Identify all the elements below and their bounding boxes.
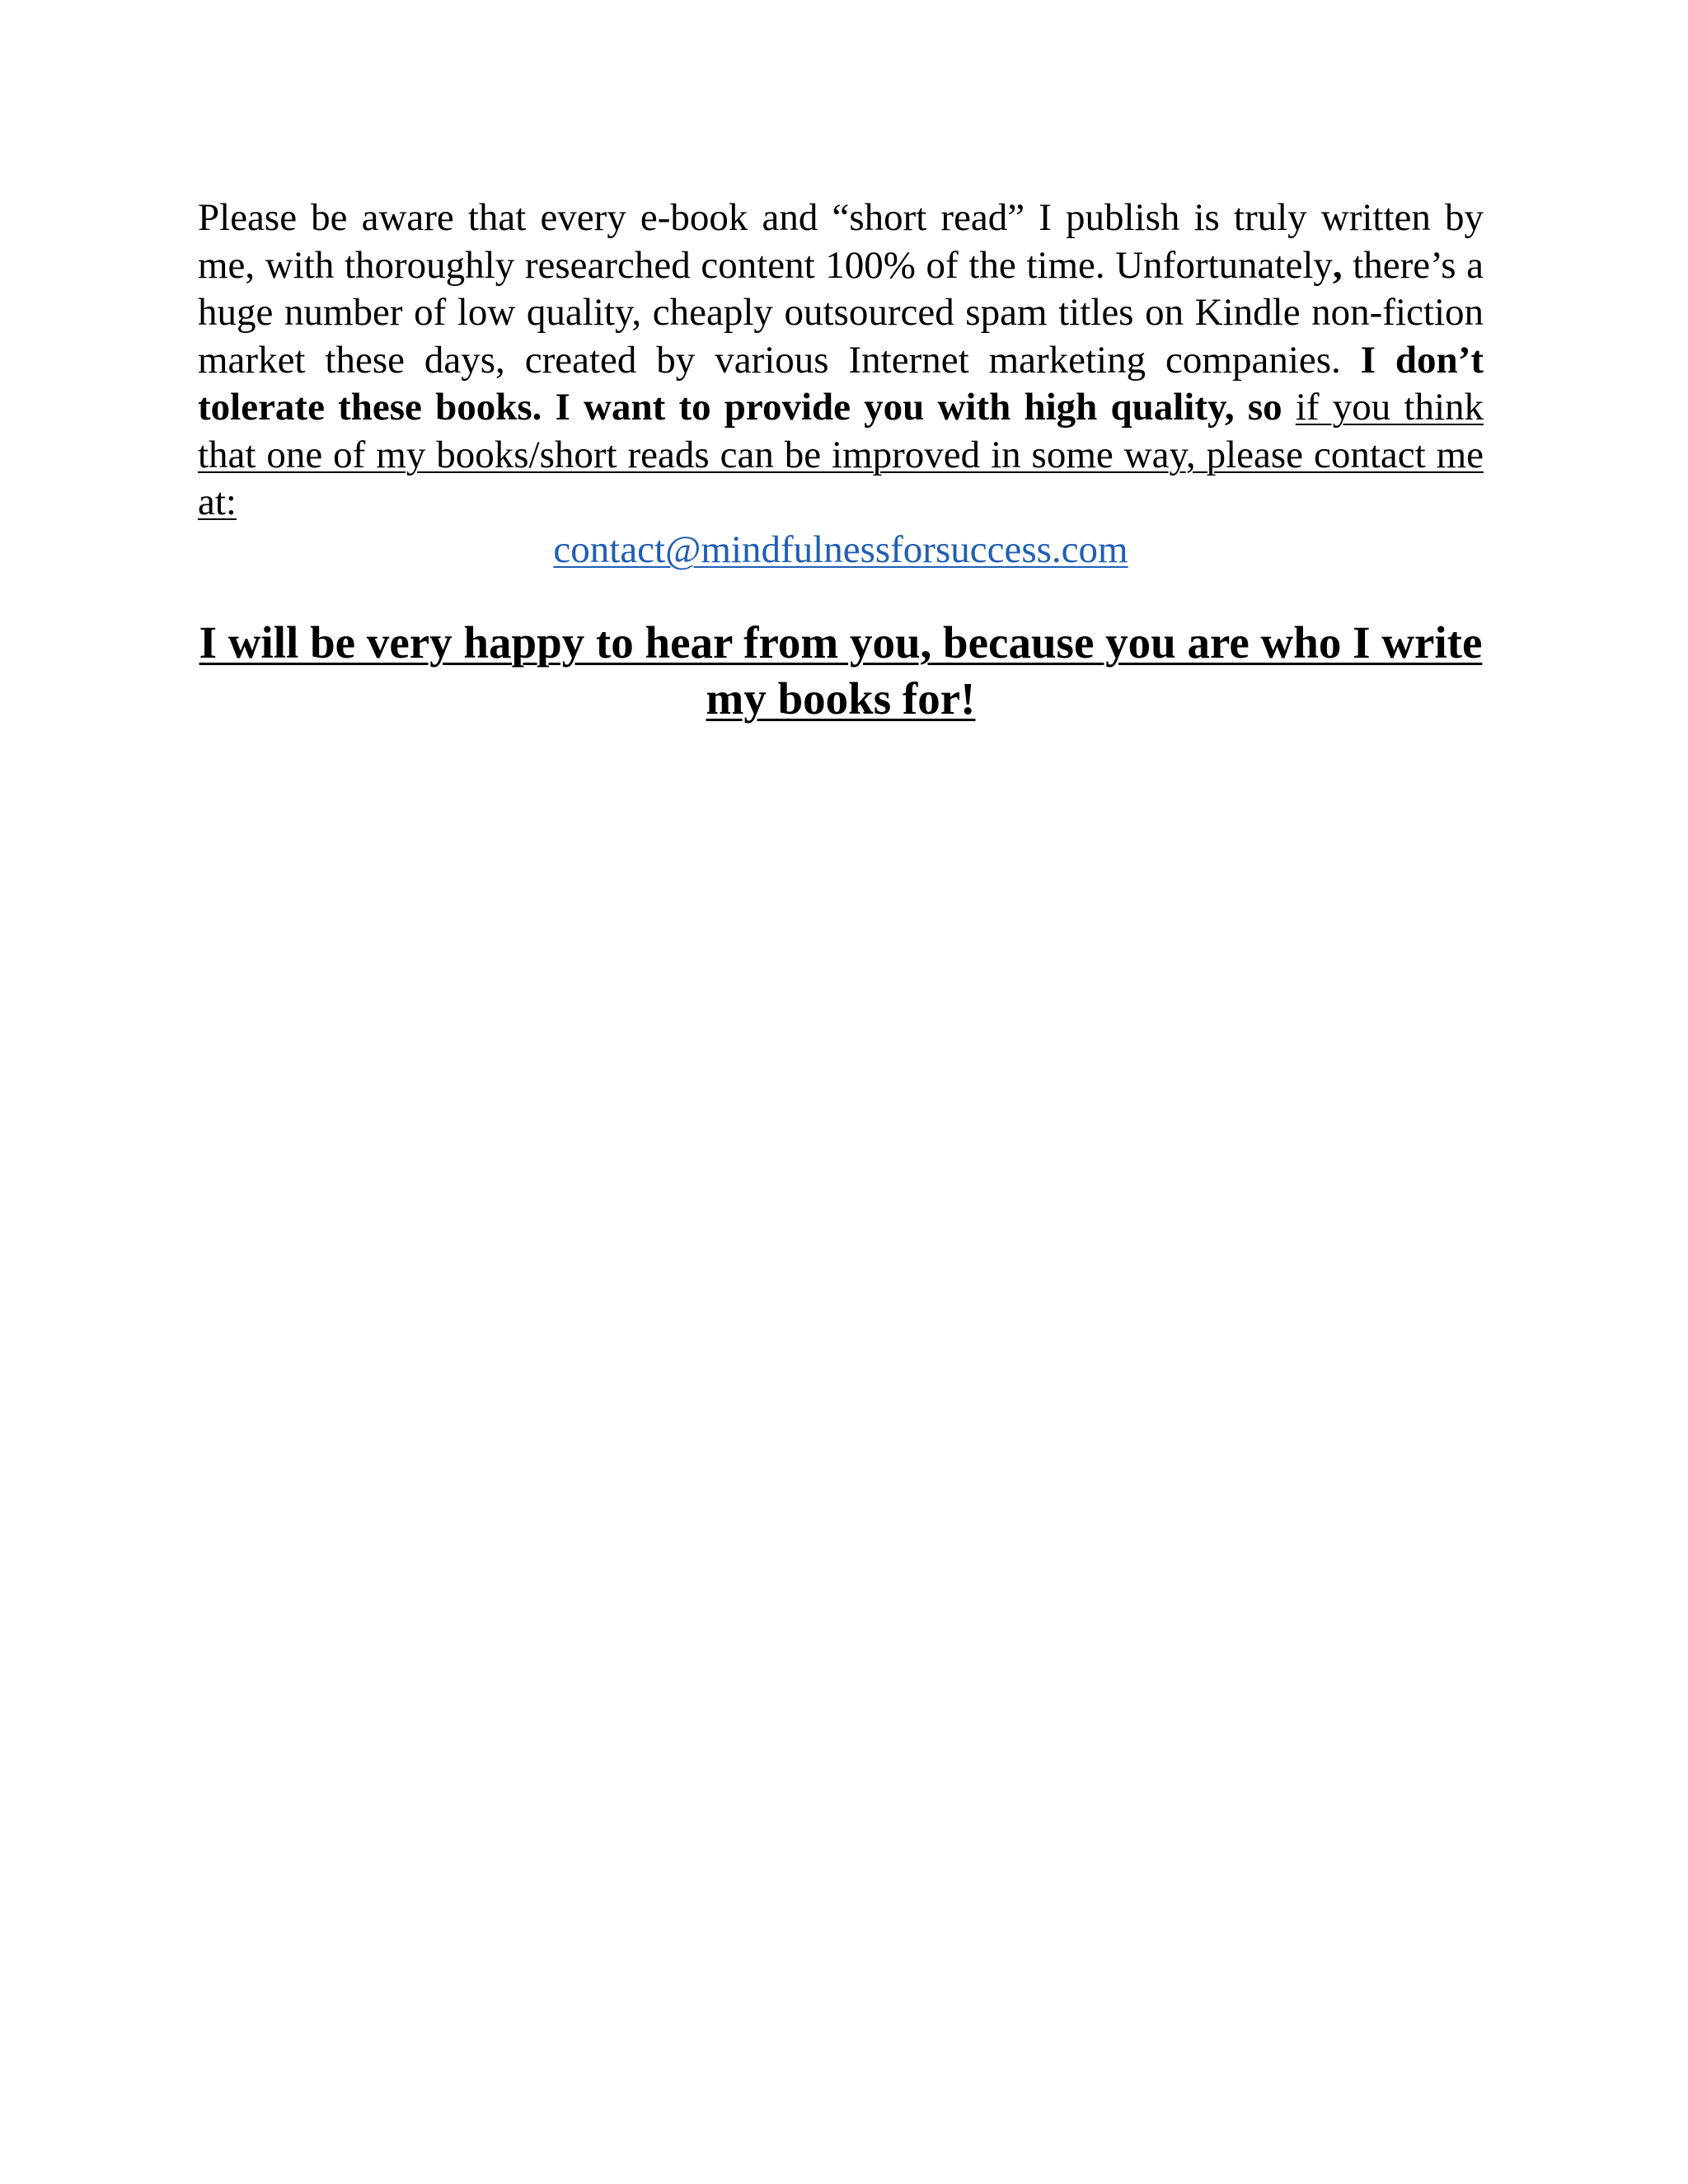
page-content (198, 194, 1484, 727)
body-paragraph (198, 194, 1484, 527)
spacer-text (1282, 386, 1296, 429)
email-line (198, 527, 1484, 574)
closing-statement: I will be very happy to hear from you, because you are who I write my books for! (199, 617, 1483, 724)
underlined-request: if you think that one of my books/short reads can be improved in some way, please contact me at: (198, 386, 1484, 523)
email-link[interactable]: contact@mindfulnessforsuccess.com (553, 527, 1128, 571)
bold-statement: I don’t tolerate these books. I want to provide you with high quality, so (198, 338, 1484, 429)
intro-text: Please be aware that every e-book and “short read” I publish is truly written by me, with thoroughly researched content 100% of the time. Unfortunately (198, 196, 1484, 287)
bold-comma: , (1332, 243, 1343, 287)
middle-text: there’s a huge number of low quality, cheaply outsourced spam titles on Kindle non-fiction market these days, created by various Internet marketing companies. (198, 243, 1484, 382)
